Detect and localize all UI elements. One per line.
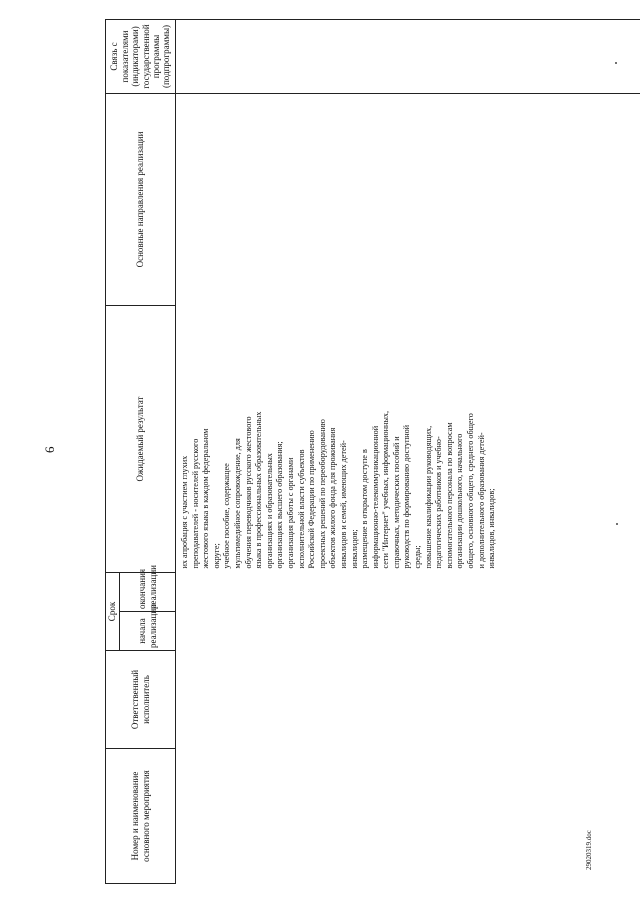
expected-result-line: Российской Федерации по применению	[307, 430, 317, 569]
cell-number-and-name	[176, 749, 640, 884]
file-name: 29020319.doc	[585, 830, 593, 870]
header-number-and-name: Номер и наименование основного мероприятия	[106, 749, 176, 884]
header-expected-result: Ожидаемый результат	[106, 305, 176, 572]
cell-term-start	[176, 612, 640, 651]
expected-result-line: общего, основного общего, среднего общего	[466, 413, 476, 569]
expected-result-line: и дополнительного образования детей-	[476, 432, 486, 569]
expected-result-line: организация работы с органами	[285, 457, 295, 569]
expected-result-line: организациях высшего образования;	[275, 441, 285, 569]
expected-result-line: информационно-телекоммуникационной	[370, 425, 380, 569]
cell-main-directions	[176, 93, 640, 305]
header-term-end: окончания реализации	[120, 572, 176, 611]
expected-result-line: жестового языка в каждом федеральном	[201, 428, 211, 569]
expected-result-list	[176, 305, 502, 572]
program-activities-table	[105, 20, 640, 884]
header-main-directions: Основные направления реализации	[106, 93, 176, 305]
expected-result-line: педагогических работников и учебно-	[434, 436, 444, 569]
expected-result-line: сети "Интернет" учебных, информационных,	[381, 410, 391, 569]
expected-result-line: размещение в открытом доступе в	[360, 449, 370, 569]
expected-result-line: обучения переводчиков русского жестового	[243, 416, 253, 569]
cell-expected-result	[176, 305, 640, 572]
expected-result-line: языка в профессиональных образовательных	[254, 411, 264, 569]
expected-result-line: инвалидов;	[349, 529, 359, 569]
expected-result-line: организациях и образовательных	[264, 453, 274, 569]
expected-result-line: мультимедийное сопровождение, для	[232, 438, 242, 569]
expected-result-line: среды;	[413, 545, 423, 569]
expected-result-line: организации дошкольного, начального	[455, 433, 465, 569]
expected-result-line: справочных, методических пособий и	[391, 436, 401, 569]
expected-result-line: их апробация с участием глухих	[180, 455, 189, 569]
page-number: 6	[42, 446, 57, 453]
expected-result-line: инвалидов и семей, имеющих детей-	[338, 440, 348, 569]
expected-result-line: инвалидов, инвалидов;	[487, 488, 497, 569]
expected-result-line: проектных решений по переоборудованию	[317, 419, 327, 569]
header-term: Срок	[106, 572, 120, 650]
expected-result-line: преподавателей - носителей русского	[190, 438, 200, 569]
expected-result-line: повышение квалификации руководящих,	[423, 425, 433, 569]
expected-result-line: вспомогательного персонала по вопросам	[444, 422, 454, 569]
header-executor: Ответственный исполнитель	[106, 651, 176, 749]
expected-result-line: исполнительной власти субъектов	[296, 449, 306, 569]
header-indicators-link: Связь с показателями (индикаторами) государственной программы (подпрограммы)	[106, 19, 176, 93]
cell-term-end	[176, 572, 640, 611]
expected-result-line: округе;	[211, 543, 221, 569]
expected-result-line: руководств по формированию доступной	[402, 424, 412, 569]
cell-executor	[176, 651, 640, 749]
cell-indicators-link	[176, 19, 640, 93]
expected-result-line: учебное пособие, содержащее	[222, 463, 232, 569]
expected-result-line: объектов жилого фонда для проживания	[328, 427, 338, 569]
header-term-start: начала реализации	[120, 612, 176, 651]
